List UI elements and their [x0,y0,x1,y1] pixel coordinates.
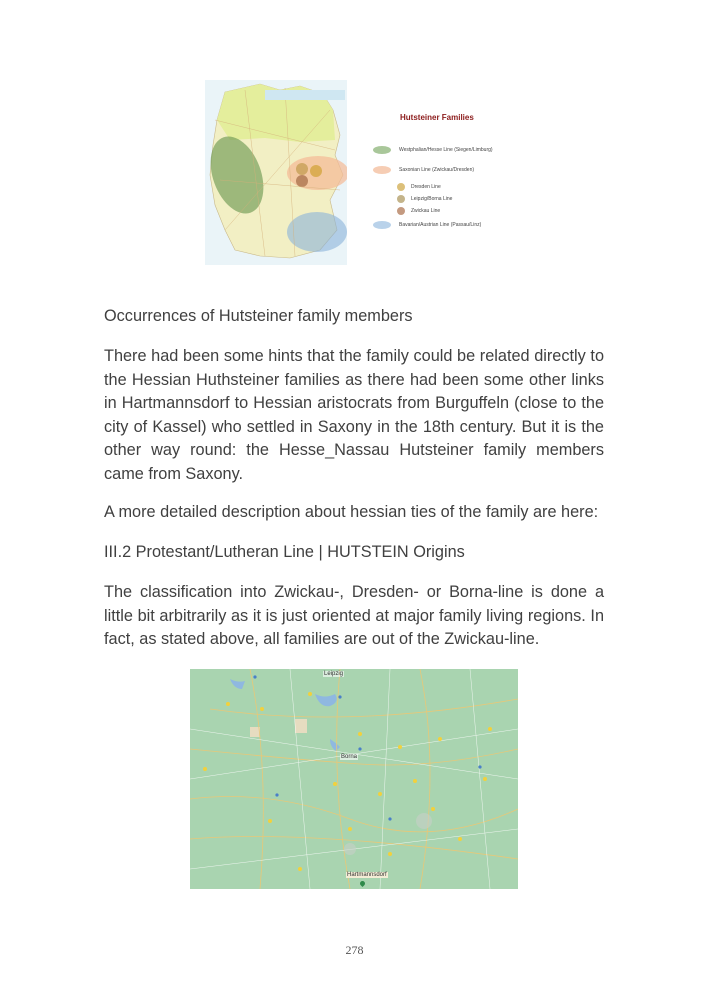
legend-swatch [373,166,391,174]
legend-label: Leipzig/Borna Line [411,196,453,202]
legend-swatch [373,146,391,154]
legend-label: Saxonian Line (Zwickau/Dresden) [399,167,475,173]
legend-item-bavarian [373,221,481,229]
page-number: 278 [345,943,364,957]
map-legend [365,80,505,265]
legend-swatch [397,183,405,191]
legend-item-zwickau [397,207,440,215]
legend-label: Westphalian/Hesse Line (Siegen/Limburg) [399,147,493,153]
hutsteiner-families-map-figure [205,80,505,265]
germany-map [205,80,347,265]
map-label-hartmannsdorf: Hartmannsdorf [347,872,387,878]
section-heading: Occurrences of Hutsteiner family members [104,307,413,325]
origins-link[interactable]: III.2 Protestant/Lutheran Line | HUTSTEIN Origins [104,543,465,561]
legend-label: Bavarian/Austrian Line (Passau/Linz) [399,222,482,228]
legend-item-saxonian [373,166,474,174]
map-label-leipzig: Leipzig [324,671,344,677]
paragraph-classification: The classification into Zwickau-, Dresden- or Borna-line is done a little bit arbitrarily as it is just oriented at major family living regions. In fact, as stated above, all families are out of the Zwickau-line. [104,583,604,648]
saxony-region-map [190,669,518,889]
legend-label: Zwickau Line [411,208,441,214]
map-label-borna: Borna [341,754,358,760]
legend-item-westphalian [373,146,493,154]
paragraph-detailed-description: A more detailed description about hessian ties of the family are here: [104,503,599,521]
legend-swatch [373,221,391,229]
region-map-graphic [190,669,518,889]
paragraph-hessian-hints: There had been some hints that the family could be related directly to the Hessian Huthsteiner families as there had been some other links in Hartmannsdorf to Hessian aristocrats from Burguffeln (close to the city of Kassel) who settled in Saxony in the 18th century. But it is the other way round: the Hesse_Nassau Hutsteiner family members came from Saxony. [104,347,604,483]
legend-item-leipzig-borna [397,195,452,203]
legend-swatch [397,195,405,203]
legend-title: Hutsteiner Families [400,113,474,122]
legend-swatch [397,207,405,215]
legend-label: Dresden Line [411,184,441,190]
legend-item-dresden [397,183,441,191]
germany-map-graphic [205,80,347,265]
